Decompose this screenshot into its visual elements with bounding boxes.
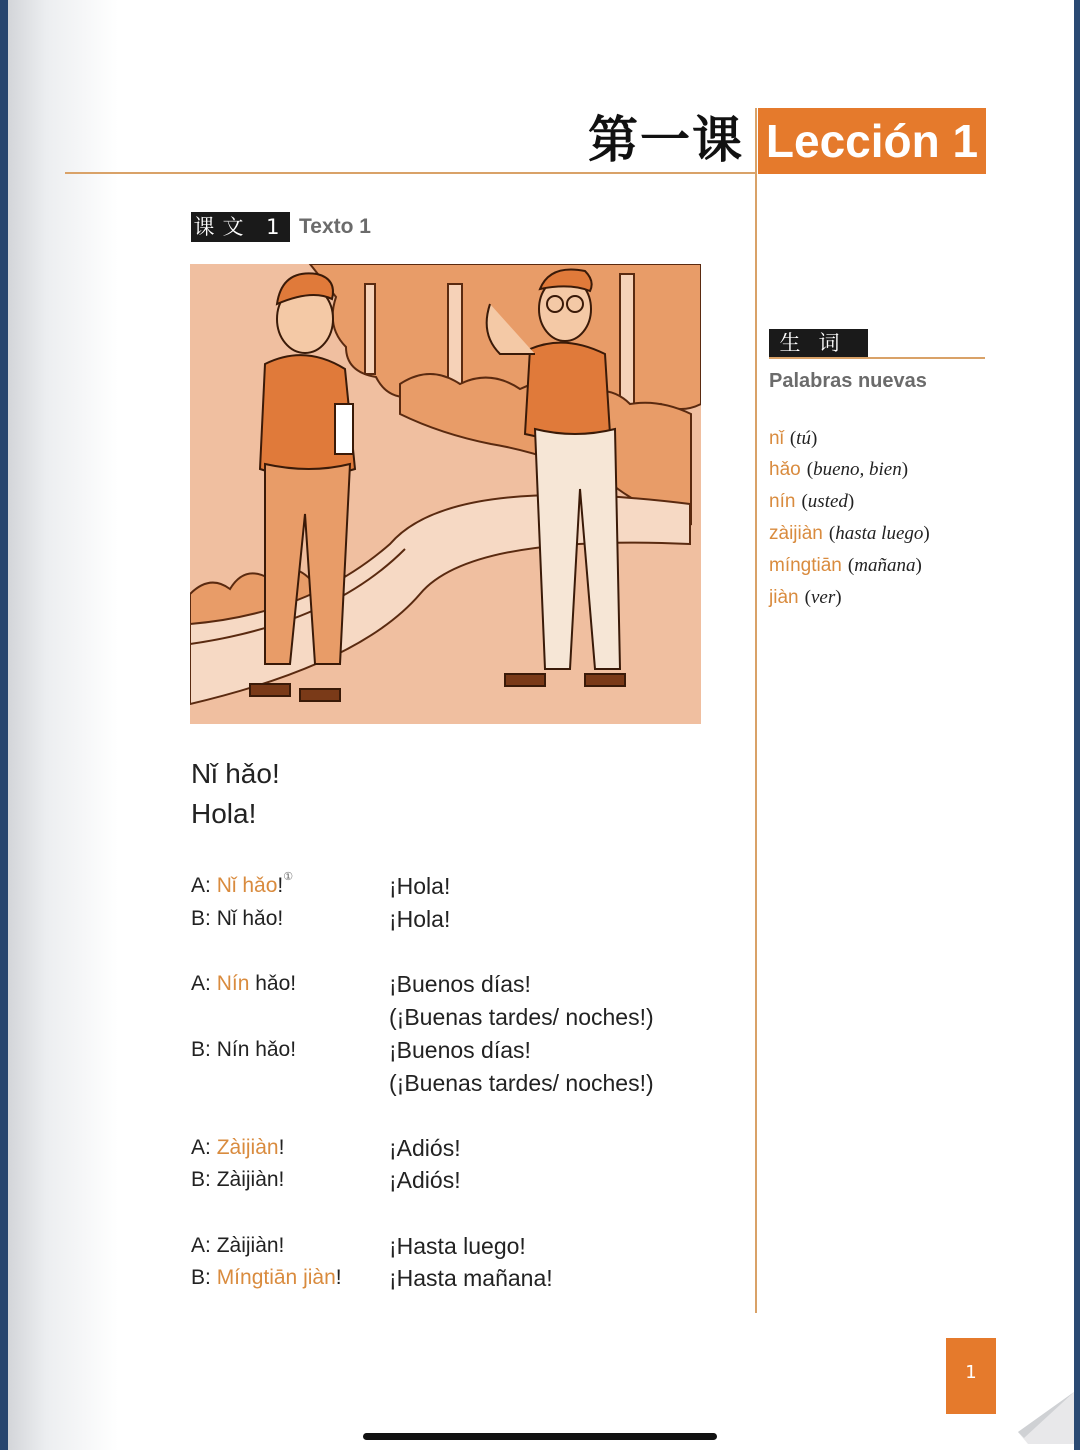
vocab-item: hǎo (bueno, bien): [769, 459, 909, 480]
vocab-section-label: Palabras nuevas: [769, 370, 927, 392]
dialogue-heading-pinyin: Nǐ hǎo!: [191, 758, 280, 789]
dialogue-line-3-spanish: ¡Buenos días!: [389, 971, 531, 997]
home-indicator[interactable]: [363, 1433, 717, 1440]
pinyin-rest: !: [277, 874, 284, 897]
vocab-item: nín (usted): [769, 491, 855, 512]
dialogue-line-7-spanish: ¡Hasta luego!: [389, 1233, 526, 1259]
pinyin-highlight: Míngtiān jiàn: [216, 1266, 336, 1289]
lesson-title-box: Lección 1: [758, 108, 986, 174]
pinyin-rest: hǎo!: [249, 972, 297, 995]
book-edge-left: [0, 0, 8, 1450]
dialogue-illustration: [190, 264, 701, 724]
page-curl-icon[interactable]: [1018, 1392, 1074, 1444]
dialogue-line-4-pinyin: [191, 1038, 296, 1062]
page-number: 1: [946, 1338, 996, 1414]
speaker: A:: [191, 972, 211, 995]
dialogue-line-1-spanish: ¡Hola!: [389, 873, 451, 899]
column-divider: [755, 108, 757, 1313]
vocab-item: nǐ (tú): [769, 428, 818, 449]
vocab-section-tag: 生词: [769, 329, 868, 358]
pinyin-rest: Nín hǎo!: [216, 1038, 297, 1061]
text-section-tag: 课文 1: [191, 212, 290, 242]
dialogue-line-8-pinyin: [191, 1266, 342, 1290]
speaker: B:: [191, 1266, 211, 1289]
dialogue-line-5-spanish: ¡Adiós!: [389, 1135, 461, 1161]
footnote-marker: ①: [283, 871, 294, 883]
speaker: A:: [191, 1136, 211, 1159]
header-rule: [65, 172, 755, 174]
speaker: B:: [191, 1038, 211, 1061]
dialogue-line-4-spanish: ¡Buenos días!: [389, 1037, 531, 1063]
book-edge-right: [1074, 0, 1080, 1450]
speaker: A:: [191, 1234, 211, 1257]
pinyin-rest: Zàijiàn!: [216, 1168, 285, 1191]
pinyin-rest: Zàijiàn!: [216, 1234, 285, 1257]
pinyin-highlight: Nín: [216, 972, 250, 995]
dialogue-line-1-pinyin: [191, 871, 294, 898]
dialogue-line-2-spanish: ¡Hola!: [389, 906, 451, 932]
dialogue-heading-spanish: Hola!: [191, 798, 257, 829]
dialogue-line-6-spanish: ¡Adiós!: [389, 1167, 461, 1193]
pinyin-rest: Nǐ hǎo!: [216, 907, 284, 930]
speaker: B:: [191, 1168, 211, 1191]
dialogue-line-6-pinyin: [191, 1168, 284, 1192]
vocab-item: jiàn (ver): [769, 587, 842, 608]
vocab-item: zàijiàn (hasta luego): [769, 523, 930, 544]
vocab-rule: [769, 357, 985, 359]
dialogue-line-3-spanish-alt: (¡Buenas tardes/ noches!): [389, 1004, 654, 1030]
dialogue-line-5-pinyin: [191, 1136, 284, 1160]
lesson-title-chinese: 第一课: [588, 110, 744, 169]
dialogue-line-4-spanish-alt: (¡Buenas tardes/ noches!): [389, 1070, 654, 1096]
dialogue-line-2-pinyin: [191, 907, 283, 931]
pinyin-highlight: Zàijiàn: [216, 1136, 279, 1159]
dialogue-line-7-pinyin: [191, 1234, 284, 1258]
text-section-label: Texto 1: [299, 215, 371, 238]
pinyin-rest: !: [335, 1266, 342, 1289]
speaker: B:: [191, 907, 211, 930]
dialogue-line-3-pinyin: [191, 972, 296, 996]
page-gutter-shadow: [8, 0, 118, 1450]
vocab-item: míngtiān (mañana): [769, 555, 922, 576]
dialogue-line-8-spanish: ¡Hasta mañana!: [389, 1265, 553, 1291]
pinyin-highlight: Nǐ hǎo: [216, 874, 278, 897]
pinyin-rest: !: [278, 1136, 285, 1159]
speaker: A:: [191, 874, 211, 897]
